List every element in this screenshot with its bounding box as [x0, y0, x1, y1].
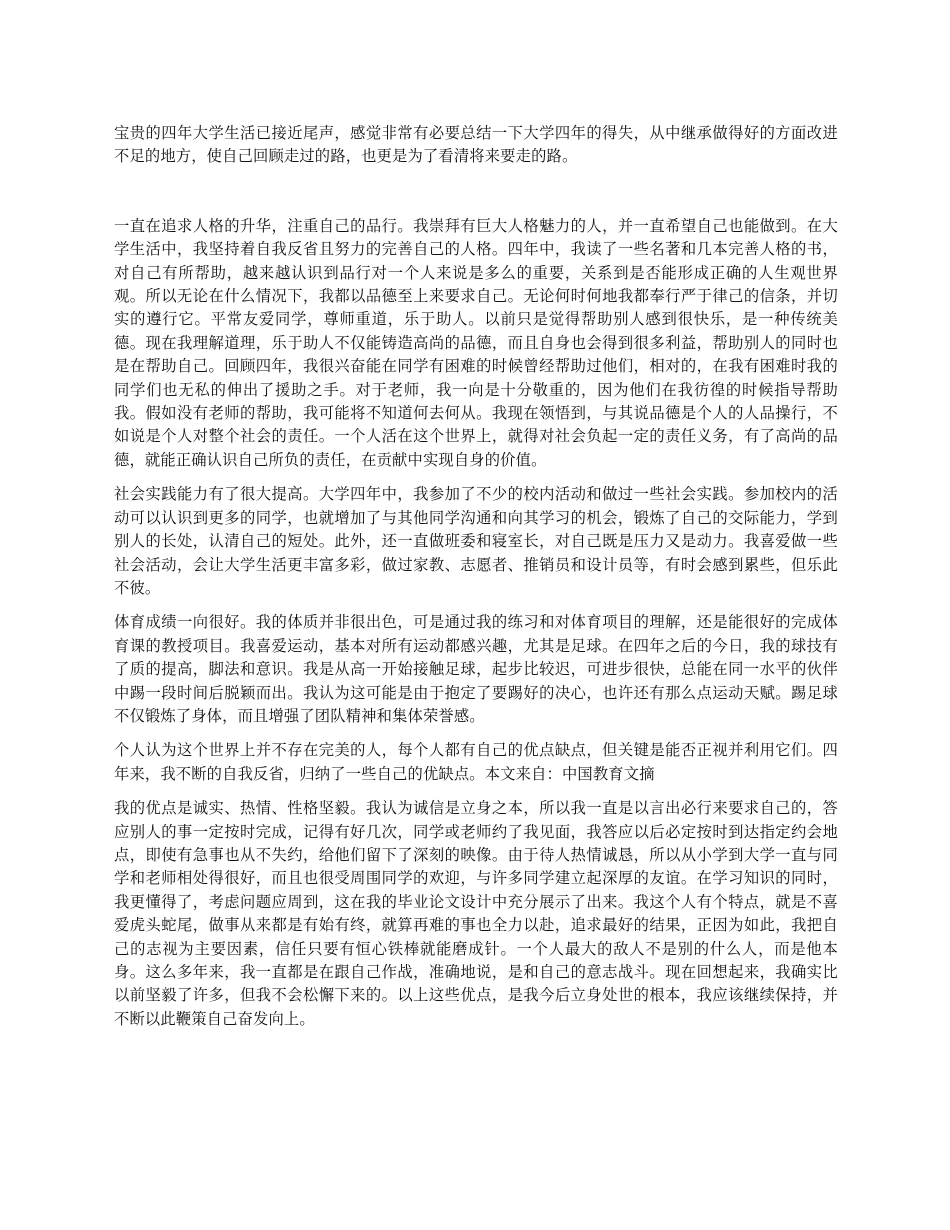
paragraph-self-reflection: 个人认为这个世界上并不存在完美的人，每个人都有自己的优点缺点，但关键是能否正视并利用它们。四年来，我不断的自我反省，归纳了一些自己的优缺点。本文来自：中国教育文摘	[114, 741, 838, 783]
paragraph-strengths: 我的优点是诚实、热情、性格坚毅。我认为诚信是立身之本，所以我一直是以言出必行来要求自己的，答应别人的事一定按时完成，记得有好几次，同学或老师约了我见面，我答应以后必定按时到达指定约会地点，即使有急事也从不失约，给他们留下了深刻的映像。由于待人热情诚恳，所以从小学到大学一直与同学和老师相处得很好，而且也很受周围同学的欢迎，与许多同学建立起深厚的友谊。在学习知识的同时，我更懂得了，考虑问题应周到，这在我的毕业论文设计中充分展示了出来。我这个人有个特点，就是不喜爱虎头蛇尾，做事从来都是有始有终，就算再难的事也全力以赴，追求最好的结果，正因为如此，我把自己的志视为主要因素，信任只要有恒心铁棒就能磨成针。一个人最大的敌人不是别的什么人，而是他本身。这么多年来，我一直都是在跟自己作战，准确地说，是和自己的意志战斗。现在回想起来，我确实比以前坚毅了许多，但我不会松懈下来的。以上这些优点，是我今后立身处世的根本，我应该继续保持，并不断以此鞭策自己奋发向上。	[114, 799, 838, 1028]
paragraph-sports: 体育成绩一向很好。我的体质并非很出色，可是通过我的练习和对体育项目的理解，还是能很好的完成体育课的教授项目。我喜爱运动，基本对所有运动都感兴趣，尤其是足球。在四年之后的今日，我的球技有了质的提高，脚法和意识。我是从高一开始接触足球，起步比较迟，可进步很快，总能在同一水平的伙伴中踢一段时间后脱颖而出。我认为这可能是由于抱定了要踢好的决心，也许还有那么点运动天赋。踢足球不仅锻炼了身体，而且增强了团队精神和集体荣誉感。	[114, 613, 838, 725]
document-body	[114, 122, 838, 1042]
paragraph-intro: 宝贵的四年大学生活已接近尾声，感觉非常有必要总结一下大学四年的得失，从中继承做得好的方面改进不足的地方，使自己回顾走过的路，也更是为了看清将来要走的路。	[114, 124, 838, 166]
paragraph-character: 一直在追求人格的升华，注重自己的品行。我崇拜有巨大人格魅力的人，并一直希望自己也能做到。在大学生活中，我坚持着自我反省且努力的完善自己的人格。四年中，我读了一些名著和几本完善人格的书，对自己有所帮助，越来越认识到品行对一个人来说是多么的重要，关系到是否能形成正确的人生观世界观。所以无论在什么情况下，我都以品德至上来要求自己。无论何时何地我都奉行严于律己的信条，并切实的遵行它。平常友爱同学，尊师重道，乐于助人。以前只是觉得帮助别人感到很快乐，是一种传统美德。现在我理解道理，乐于助人不仅能铸造高尚的品德，而且自身也会得到很多利益，帮助别人的同时也是在帮助自己。回顾四年，我很兴奋能在同学有困难的时候曾经帮助过他们，相对的，在我有困难时我的同学们也无私的伸出了援助之手。对于老师，我一向是十分敬重的，因为他们在我彷徨的时候指导帮助我。假如没有老师的帮助，我可能将不知道何去何从。我现在领悟到，与其说品德是个人的人品操行，不如说是个人对整个社会的责任。一个人活在这个世界上，就得对社会负起一定的责任义务，有了高尚的品德，就能正确认识自己所负的责任，在贡献中实现自身的价值。	[114, 216, 838, 469]
paragraph-social-practice: 社会实践能力有了很大提高。大学四年中，我参加了不少的校内活动和做过一些社会实践。参加校内的活动可以认识到更多的同学，也就增加了与其他同学沟通和向其学习的机会，锻炼了自己的交际能力，学到别人的长处，认清自己的短处。此外，还一直做班委和寝室长，对自己既是压力又是动力。我喜爱做一些社会活动，会让大学生活更丰富多彩，做过家教、志愿者、推销员和设计员等，有时会感到累些，但乐此不彼。	[114, 485, 838, 597]
